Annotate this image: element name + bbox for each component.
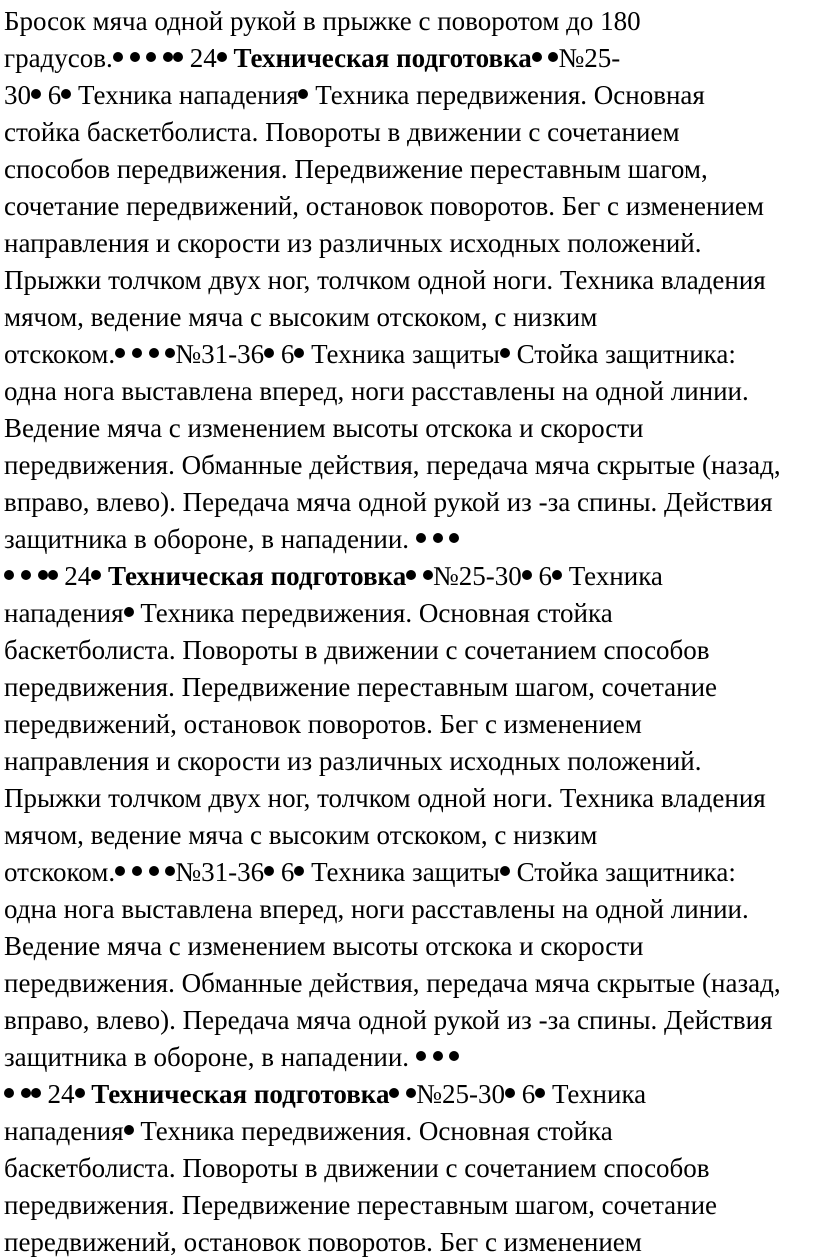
bullet-icon: [500, 866, 510, 876]
text-line: одна нога выставлена вперед, ноги расставлены на одной линии.: [4, 376, 749, 406]
bullet-icon: [294, 866, 304, 876]
bullet-icon: [132, 866, 142, 876]
bullet-icon: [264, 348, 274, 358]
bullet-icon: [124, 1125, 134, 1135]
text-line: отскоком. №31-36 6 Техника защиты Стойка защитника:: [4, 857, 736, 887]
bullet-icon: [149, 866, 159, 876]
bullet-icon: [132, 348, 142, 358]
text-line: вправо, влево). Передача мяча одной рукой из -за спины. Действия: [4, 487, 773, 517]
bullet-icon: [21, 1088, 31, 1098]
text-line: градусов. 24 Техническая подготовка №25-: [4, 43, 621, 73]
text-line: отскоком. №31-36 6 Техника защиты Стойка защитника:: [4, 339, 736, 369]
text-line: Бросок мяча одной рукой в прыжке с поворотом до 180: [4, 6, 641, 36]
text-line: 30 6 Техника нападения Техника передвижения. Основная: [4, 80, 705, 110]
bullet-icon: [163, 52, 173, 62]
text-line: одна нога выставлена вперед, ноги расставлены на одной линии.: [4, 894, 749, 924]
bullet-icon: [115, 348, 125, 358]
bullet-icon: [532, 52, 542, 62]
bullet-icon: [48, 570, 58, 580]
bullet-icon: [294, 348, 304, 358]
bullet-icon: [149, 348, 159, 358]
text-line: Прыжки толчком двух ног, толчком одной ноги. Техника владения: [4, 783, 766, 813]
bullet-icon: [130, 52, 140, 62]
text-line: передвижения. Передвижение переставным шагом, сочетание: [4, 672, 718, 702]
bullet-icon: [535, 1088, 545, 1098]
document-body: [4, 3, 816, 1257]
section-heading: Техническая подготовка: [91, 1079, 390, 1109]
bullet-icon: [449, 533, 459, 543]
bullet-icon: [31, 1088, 41, 1098]
bullet-icon: [124, 607, 134, 617]
text-line: направления и скорости из различных исходных положений.: [4, 746, 702, 776]
bullet-icon: [21, 570, 31, 580]
bullet-icon: [165, 348, 175, 358]
text-line: защитника в обороне, в нападении.: [4, 1039, 816, 1076]
section-heading: Техническая подготовка: [108, 561, 407, 591]
bullet-icon: [522, 570, 532, 580]
text-line: стойка баскетболиста. Повороты в движении с сочетанием: [4, 117, 680, 147]
text-line: баскетболиста. Повороты в движении с сочетанием способов: [4, 635, 710, 665]
bullet-icon: [165, 866, 175, 876]
text-line: вправо, влево). Передача мяча одной рукой из -за спины. Действия: [4, 1005, 773, 1035]
text-line: мячом, ведение мяча с высоким отскоком, с низким: [4, 820, 598, 850]
bullet-icon: [423, 570, 433, 580]
bullet-icon: [505, 1088, 515, 1098]
bullet-icon: [38, 570, 48, 580]
text-line: 24 Техническая подготовка №25-30 6 Техника: [4, 558, 816, 595]
bullet-icon: [389, 1088, 399, 1098]
bullet-icon: [500, 348, 510, 358]
bullet-icon: [552, 570, 562, 580]
bullet-icon: [113, 52, 123, 62]
bullet-icon: [4, 1088, 14, 1098]
bullet-icon: [433, 533, 443, 543]
section-heading: Техническая подготовка: [233, 43, 532, 73]
bullet-icon: [416, 533, 426, 543]
bullet-icon: [75, 1088, 85, 1098]
bullet-icon: [449, 1051, 459, 1061]
bullet-icon: [61, 89, 71, 99]
bullet-icon: [91, 570, 101, 580]
bullet-icon: [115, 866, 125, 876]
text-line: нападения Техника передвижения. Основная стойка: [4, 1116, 613, 1146]
text-line: Прыжки толчком двух ног, толчком одной ноги. Техника владения: [4, 265, 766, 295]
bullet-icon: [31, 89, 41, 99]
text-line: передвижений, остановок поворотов. Бег с изменением: [4, 1227, 642, 1257]
text-line: Ведение мяча с изменением высоты отскока и скорости: [4, 413, 644, 443]
text-line: передвижения. Обманные действия, передача мяча скрытые (назад,: [4, 968, 781, 998]
text-line: защитника в обороне, в нападении.: [4, 521, 816, 558]
bullet-icon: [416, 1051, 426, 1061]
bullet-icon: [217, 52, 227, 62]
bullet-icon: [264, 866, 274, 876]
bullet-icon: [433, 1051, 443, 1061]
bullet-icon: [4, 570, 14, 580]
text-line: передвижения. Обманные действия, передача мяча скрытые (назад,: [4, 450, 781, 480]
bullet-icon: [406, 1088, 416, 1098]
bullet-icon: [406, 570, 416, 580]
text-line: сочетание передвижений, остановок поворотов. Бег с изменением: [4, 191, 764, 221]
text-line: способов передвижения. Передвижение переставным шагом,: [4, 154, 708, 184]
bullet-icon: [298, 89, 308, 99]
text-line: передвижений, остановок поворотов. Бег с изменением: [4, 709, 642, 739]
text-line: направления и скорости из различных исходных положений.: [4, 228, 702, 258]
text-line: мячом, ведение мяча с высоким отскоком, с низким: [4, 302, 598, 332]
text-line: 24 Техническая подготовка №25-30 6 Техника: [4, 1076, 816, 1113]
bullet-icon: [548, 52, 558, 62]
text-line: нападения Техника передвижения. Основная стойка: [4, 598, 613, 628]
bullet-icon: [146, 52, 156, 62]
text-line: Ведение мяча с изменением высоты отскока и скорости: [4, 931, 644, 961]
bullet-icon: [173, 52, 183, 62]
text-line: баскетболиста. Повороты в движении с сочетанием способов: [4, 1153, 710, 1183]
text-line: передвижения. Передвижение переставным шагом, сочетание: [4, 1190, 718, 1220]
